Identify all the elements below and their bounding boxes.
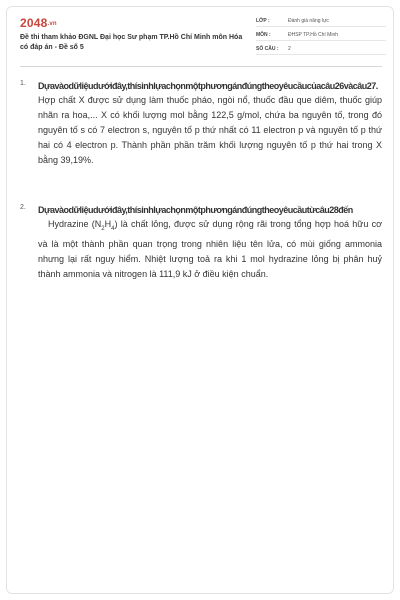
question-intro: Dựavàodữliệudướiđây,thísinhlựachọnmộtphươngánđúngtheoyêucầucủacâu26vàcâu27. — [38, 81, 378, 91]
question-number: 1. — [20, 80, 26, 87]
meta-key: MÔN : — [256, 32, 271, 38]
subscript: 2 — [101, 225, 105, 232]
question-1 — [20, 80, 382, 168]
question-intro: Dựavàodữliệudướiđây,thísinhlựachọnmộtphươngánđúngtheoyêucầutừcâu28đến — [38, 205, 353, 215]
meta-row-count — [256, 44, 386, 55]
meta-key: SỐ CÂU : — [256, 46, 279, 52]
body-text: Hydrazine (N — [48, 219, 102, 229]
meta-key: LỚP : — [256, 18, 270, 24]
site-logo[interactable] — [20, 16, 57, 30]
question-number: 2. — [20, 204, 26, 211]
header-divider — [20, 66, 382, 67]
subscript: 4 — [111, 225, 115, 232]
logo-tld: .vn — [47, 20, 57, 27]
question-2 — [20, 204, 382, 282]
exam-title: Đề thi tham khảo ĐGNL Đại học Sư phạm TP.Hồ Chí Minh môn Hóa có đáp án - Đề số 5 — [20, 34, 243, 51]
question-body: Hợp chất X được sử dụng làm thuốc pháo, ngòi nổ, thuốc đầu que diêm, thuốc giúp nhãn ra hoa,... X có khối lượng mol bằng 122,5 g/mol, chứa ba nguyên tố, trong đó nguyên tố s có 7 electron s, nguyên tố p thứ nhất có 11 electron p và nguyên tố p thứ hai có 4 electron p. Thành phần phần trăm khối lượng nguyên tố p thứ hai trong X bằng 39,19%. — [38, 95, 382, 165]
logo-text: 2048 — [20, 16, 48, 30]
meta-row-subject — [256, 30, 386, 41]
meta-row-class — [256, 16, 386, 27]
meta-value: ĐHSP TP.Hồ Chí Minh — [288, 32, 339, 38]
meta-value: Đánh giá năng lực — [288, 18, 329, 24]
document-header — [20, 16, 382, 60]
exam-meta — [256, 16, 386, 58]
question-body — [38, 217, 382, 282]
meta-value: 2 — [288, 46, 291, 52]
body-text: H — [104, 219, 112, 229]
body-text: ) là chất lỏng, được sử dụng rộng rãi trong tổng hợp hoá hữu cơ và là một thành phần quan trọng trong nhiên liệu tên lửa, có mùi giống ammonia nhưng lại rất nguy hiểm. Nhiệt lượng toả ra khi 1 mol hydrazine lỏng bị phân huỷ thành ammonia và nitrogen là 111,9 kJ ở điều kiện chuẩn. — [38, 219, 382, 279]
